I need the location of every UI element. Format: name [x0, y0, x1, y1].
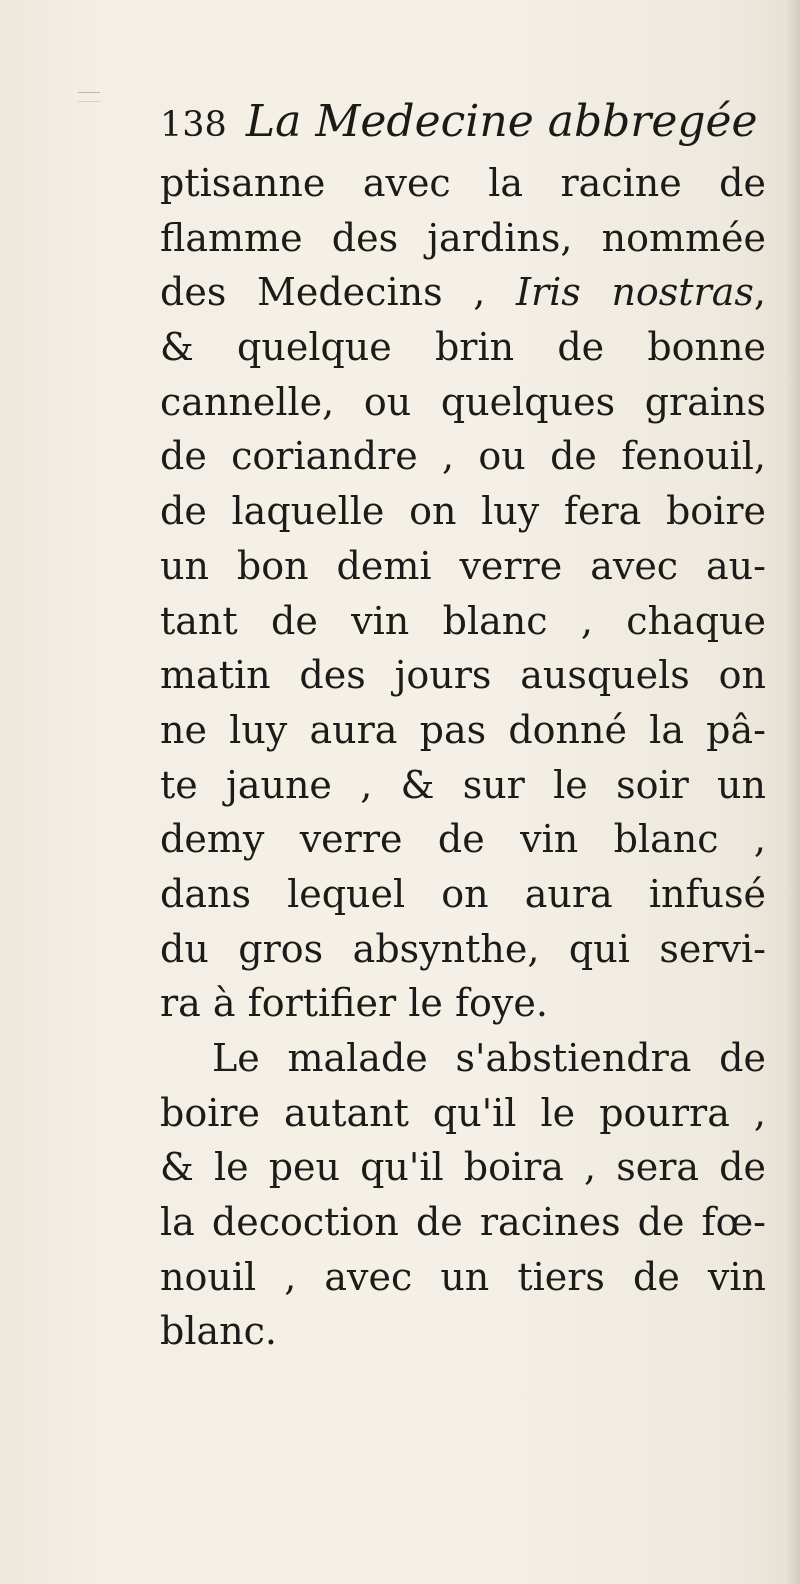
text-line: ra à fortifier le foye. — [160, 981, 548, 1026]
text-line: cannelle, ou quelques grains — [160, 379, 766, 424]
body-text — [160, 156, 766, 1359]
text-line: blanc. — [160, 1309, 277, 1354]
text-line: ptisanne avec la racine de — [160, 161, 766, 205]
running-header — [160, 96, 780, 156]
text-line: demy verre de vin blanc , — [160, 817, 766, 862]
page-edge-shadow — [786, 0, 800, 1584]
text-line: la decoction de racines de fœ- — [160, 1200, 766, 1245]
text-line: un bon demi verre avec au- — [160, 543, 766, 588]
text-line: du gros absynthe, qui servi- — [160, 926, 766, 971]
text-line: matin des jours ausquels on — [160, 653, 766, 698]
text-line: ne luy aura pas donné la pâ- — [160, 707, 766, 752]
latin-term: Iris nostras — [515, 270, 754, 315]
text-line: boire autant qu'il le pourra , — [160, 1090, 766, 1135]
text-line: des Medecins , Iris nostras, — [160, 270, 766, 315]
printer-mark — [78, 92, 100, 102]
text-line: de coriandre , ou de fenouil, — [160, 434, 766, 479]
text-line: & le peu qu'il boira , sera de — [160, 1145, 766, 1190]
text-line: tant de vin blanc , chaque — [160, 598, 766, 643]
text-line: nouil , avec un tiers de vin — [160, 1254, 766, 1299]
text-line: te jaune , & sur le soir un — [160, 762, 766, 807]
paragraph-start-line: Le malade s'abstiendra de — [212, 1036, 766, 1080]
text-line: dans lequel on aura infusé — [160, 871, 766, 916]
text-line: de laquelle on luy fera boire — [160, 489, 766, 534]
running-title: La Medecine abbregée — [245, 96, 758, 147]
text-line: & quelque brin de bonne — [160, 325, 766, 370]
page-number: 138 — [160, 105, 227, 145]
text-line: flamme des jardins, nommée — [160, 215, 766, 260]
